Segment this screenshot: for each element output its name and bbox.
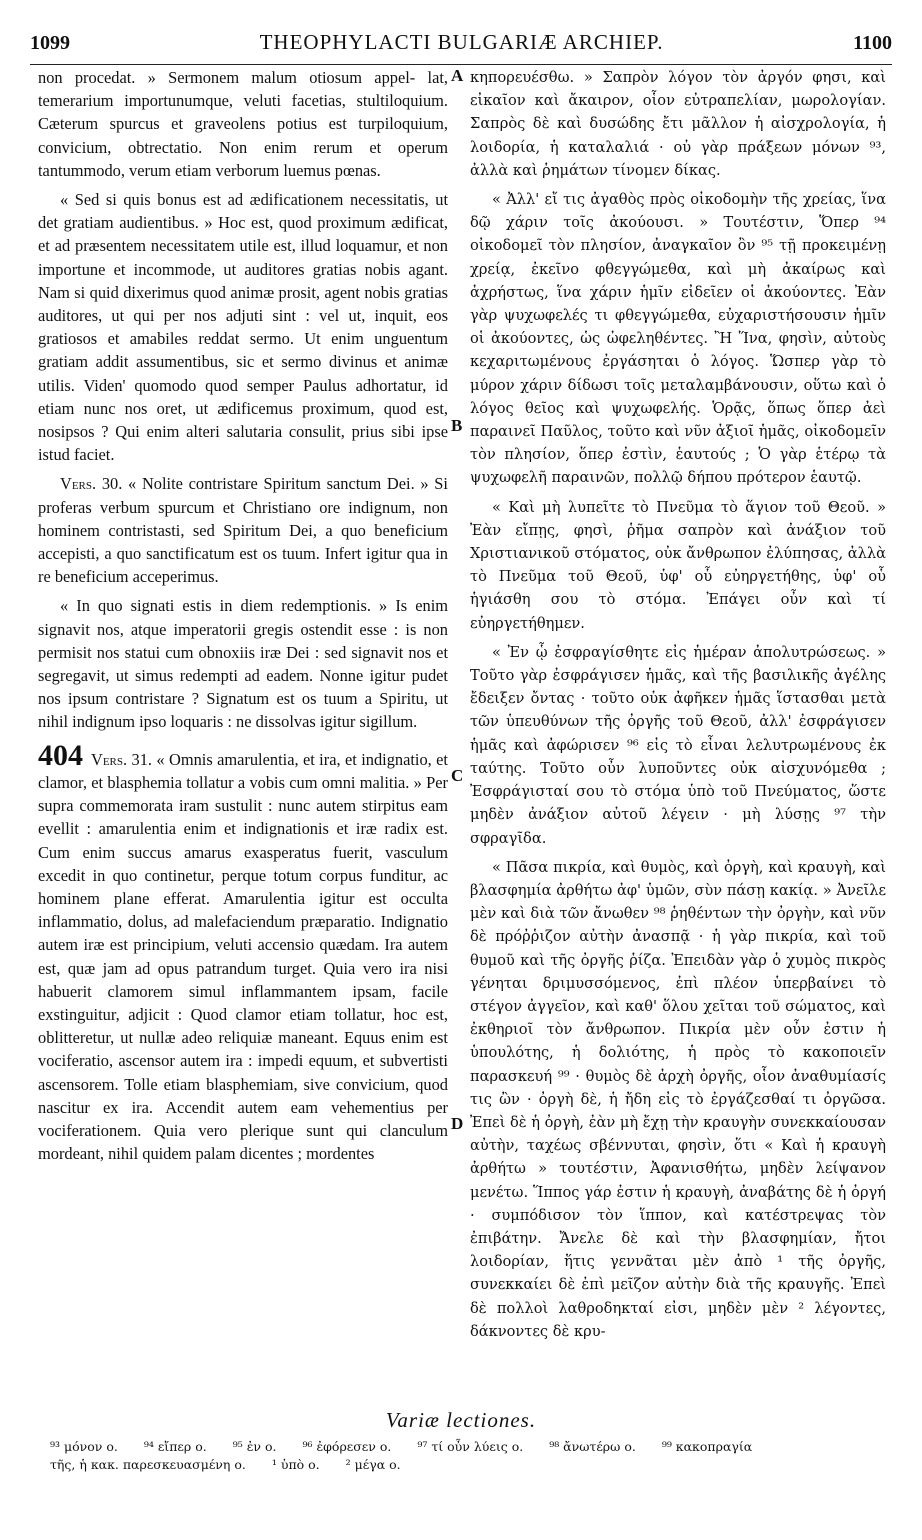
margin-letter-c: C — [451, 766, 464, 785]
latin-paragraph-4: « In quo signati estis in diem redemptionis. » Is enim signavit nos, atque imperatorii gregis ostendit esse : is non permisit nos statui cum obnoxiis iræ Dei : sed signavit nos et segregavit, ut simus redempti ad eadem. Nonne igitur pudet nos ipsum contristare ? Signatum est os tuum a Spiritu, ut nihil indignum ipso loquaris : ne dissolvas igitur sigillum. — [38, 596, 448, 732]
column-number-404: 404 — [38, 738, 83, 772]
footnote-93: ⁹³ μόνον ο. — [50, 1439, 118, 1454]
footnote-94: ⁹⁴ εἴπερ ο. — [143, 1439, 207, 1454]
footnote-99-cont: τῆς, ἡ κακ. παρεσκευασμένη ο. — [50, 1457, 246, 1472]
latin-paragraph-1: non procedat. » Sermonem malum otiosum appel- lat, temerarium importunumque, veluti facetias, stultiloquium. Cæterum spurcus et graveolens potius est turpiloquium, convicium, obtrectatio. Non enim rerum et operum tantummodo, verum etiam verborum luemus pœnas. — [38, 68, 448, 180]
latin-paragraph-5-text: « Omnis amarulentia, et ira, et indignatio, et clamor, et blasphemia tollatur a vobis cum omni malitia. » Per supra commemorata iram sustulit : nunc autem stirpitus eam evellit : amarulentia enim et indignationis et iræ radix est. Cum enim succus amarus exasperatus fuerit, vasculum excedit in quo continetur, perque totum corpus funditur, ac hominem plane efferat. Amarulentia igitur est occulta inflammatio, dolus, ad malefaciendum præparatio. Indignatio autem iræ est principium, veluti accensio quædam. Ira autem est, quæ jam ad opus patrandum turget. Quia vero ira nisi habuerit clamorem simul inflammantem ipsam, facile exstinguitur, adjicit : Quod clamor etiam tollatur, hoc est, oblitteretur, ut nullæ adeo reliquiæ maneant. Equus enim est vociferatio, ascensor autem ira : impedi equum, et subvertisti ascensorem. Tolle etiam blasphemiam, sive convicium, quod nascitur ex ira. Accendit autem eam vehementius per vociferationem. Quia vero plerique sunt qui clanculum mordeant, nihil quidem palam dicentes ; mordentes — [38, 749, 448, 1164]
footnote-97: ⁹⁷ τί οὖν λύεις ο. — [417, 1439, 524, 1454]
footnotes — [50, 1438, 890, 1474]
running-header — [30, 30, 892, 65]
margin-letter-b: B — [451, 416, 463, 435]
footnote-99: ⁹⁹ κακοπραγία — [661, 1439, 753, 1454]
greek-column — [470, 66, 886, 1349]
variae-lectiones-text: Variæ lectiones. — [385, 1408, 537, 1432]
greek-paragraph-5: « Πᾶσα πικρία, καὶ θυμὸς, καὶ ὀργὴ, καὶ κραυγὴ, καὶ βλασφημία ἀρθήτω ἀφ' ὑμῶν, σὺν πάσῃ κακίᾳ. » Ἀνεῖλε μὲν καὶ διὰ τῶν ἄνωθεν ⁹⁸ ῥηθέντων τὴν ὀργὴν, καὶ νῦν δὲ πρόῤῥιζον αὐτὴν ἀνασπᾷ · ἡ γὰρ πικρία, καὶ τοῦ θυμοῦ καὶ τῆς ὀργῆς ῥίζα. Ἐπειδὰν γὰρ ὁ χυμὸς πικρὸς γένηται δριμυσσόμενος, ἐπὶ πλέον ὑπερβαίνει τὸ στέγον ἀγγεῖον, καὶ καθ' ὅλου χεῖται τοῦ σώματος, καὶ ἐκθηριοῖ τὸν ἄνθρωπον. Πικρία μὲν οὖν ἐστιν ἡ ὑπουλότης, ἡ δολιότης, ἡ πρὸς τὸ κακοποιεῖν παρασκευή ⁹⁹ · θυμὸς δὲ ἀρχὴ ὀργῆς, οἷον ἀναθυμίασίς τις ὢν · ὀργὴ δὲ, ἡ ἤδη εἰς τὸ ἐργάζεσθαί τι ὀργῶσα. Ἐπεὶ δὲ ἡ ὀργὴ, ἐὰν μὴ ἔχῃ τὴν κραυγὴν συνεκκαίουσαν αὐτὴν, ταχέως σβέννυται, φησὶν, ὅτι « Καὶ ἡ κραυγὴ ἀρθήτω » τουτέστιν, Ἀφανισθήτω, μηδὲν λείψανον μενέτω. Ἵππος γάρ ἐστιν ἡ κραυγὴ, ἀναβάτης δὲ ἡ ὀργή · συμπόδισον τὸν ἵππον, καὶ κατέστρεψας τὸν ἐπιβάτην. Ἄνελε δὲ καὶ τὴν βλασφημίαν, ἤτοι λοιδορίαν, ἥτις γεννᾶται μὲν ἀπὸ ¹ τῆς ὀργῆς, συνεκκαίει δὲ ἐπὶ μεῖζον αὐτὴν διὰ τῆς κραυγῆς. Ἐπεὶ δὲ πολλοὶ λαθροδηκταί εἰσι, μηδὲν μὲν ² λέγοντες, δάκνοντες δὲ κρυ- — [470, 858, 886, 1340]
verse-label-31: Vers. 31. — [91, 749, 152, 769]
left-page-number: 1099 — [30, 32, 70, 54]
footnote-98: ⁹⁸ ἄνωτέρω ο. — [549, 1439, 636, 1454]
footnote-1: ¹ ὑπὸ ο. — [271, 1457, 320, 1472]
latin-column — [38, 66, 448, 1171]
latin-paragraph-3 — [38, 472, 448, 588]
footnote-96: ⁹⁶ ἐφόρεσεν ο. — [302, 1439, 392, 1454]
greek-paragraph-1: κηπορευέσθω. » Σαπρὸν λόγον τὸν ἀργόν φησι, καὶ εἰκαῖον καὶ ἄκαιρον, οἷον εὐτραπελίαν, μωρολογίαν. Σαπρὸς δὲ καὶ δυσώδης ἔτι μᾶλλον ἡ αἰσχρολογία, ἡ λοιδορία, ἡ καταλαλιά · οὐ γὰρ πράξεων μόνων ⁹³, ἀλλὰ καὶ ῥημάτων τίνομεν δίκας. — [470, 69, 886, 179]
latin-paragraph-5 — [38, 738, 448, 1166]
greek-paragraph-2: « Ἀλλ' εἴ τις ἀγαθὸς πρὸς οἰκοδομὴν τῆς χρείας, ἵνα δῷ χάριν τοῖς ἀκούουσι. » Τουτέστιν, Ὅπερ ⁹⁴ οἰκοδομεῖ τὸν πλησίον, ἀναγκαῖον ὂν ⁹⁵ τῇ προκειμένῃ χρείᾳ, ἐκεῖνο φθεγγώμεθα, καὶ μὴ ἀκαίρως καὶ ἀχρήστως, ἵνα χάριν ἡμῖν εἰδεῖεν οἱ ἀκούοντες. Ἐὰν γὰρ ψυχωφελές τι φθεγγώμεθα, εὐχαριστήσουσιν ἡμῖν οἱ ἀκούοντες, ὡς ὠφεληθέντες. Ἢ Ἵνα, φησὶν, αὐτοὺς κεχαριτωμένους ἐργάσηται ὁ λόγος. Ὥσπερ γὰρ τὸ μύρον χάριν δίδωσι τοῖς μεταλαμβάνουσιν, οὕτω καὶ ὁ λόγος θεῖος καὶ ψυχωφελής. Ὁρᾷς, ὅπως ὅπερ ἀεὶ παραινεῖ Παῦλος, τοῦτο καὶ νῦν ἀξιοῖ ἡμᾶς, οἰκοδομεῖν τὸν πλησίον, ὅπερ ἐστὶν, ἑαυτούς ; Ὁ γὰρ ἑτέρῳ τὰ ψυχωφελῆ παραινῶν, πολλῷ δήπου πρότερον ἑαυτῷ. — [470, 191, 886, 487]
latin-paragraph-3-text: « Nolite contristare Spiritum sanctum Dei. » Si proferas verbum spurcum et Christiano ore indignum, non hominem contristasti, sed Spiritum Dei, a quo beneficium accepisti, a quo sanctificatum est os tuum. Infert igitur qua in re beneficium acceperimus. — [38, 474, 448, 587]
right-page-number: 1100 — [853, 32, 892, 54]
margin-letter-d: D — [451, 1114, 464, 1133]
footnote-2: ² μέγα ο. — [345, 1457, 401, 1472]
greek-paragraph-3: « Καὶ μὴ λυπεῖτε τὸ Πνεῦμα τὸ ἅγιον τοῦ Θεοῦ. » Ἐὰν εἴπῃς, φησὶ, ῥῆμα σαπρὸν καὶ ἀνάξιον τοῦ Χριστιανικοῦ στόματος, οὐκ ἄνθρωπον ἐλύπησας, ἀλλὰ τὸ Πνεῦμα τοῦ Θεοῦ, ὑφ' οὗ εὐηργετήθης, ὑφ' οὗ ἡγιάσθη σου τὸ στόμα. Ἐπάγει οὖν καὶ τί εὐηργετήθημεν. — [470, 498, 886, 632]
variae-lectiones-heading — [0, 1408, 922, 1433]
latin-paragraph-2: « Sed si quis bonus est ad ædificationem necessitatis, ut det gratiam audientibus. » Hoc est, quod proximum ædificat, et ad præsentem necessitatem utile est, illud loquamur, et non importune et incommode, ut auditores gratias nobis agant. Nam si quid dixerimus quod animæ prosit, agent nobis gratias auditores, ut qui per nos adjuti sint : vel ut, inquit, eos gratiosos et amabiles reddat sermo. Ut enim unguentum gratiam addit assumentibus, sic et sermo divinus et animæ utilis. Viden' quomodo quod semper Paulus adhortatur, id etiam nunc nos oret, ut ædificemus proximum, quod est, nosipsos ? Qui enim alteri salutaria consulit, prius sibi ipse istud faciet. — [38, 190, 448, 465]
verse-label-30: Vers. 30. — [60, 474, 123, 494]
running-title: THEOPHYLACTI BULGARIÆ ARCHIEP. — [259, 30, 664, 54]
margin-letter-a: A — [451, 66, 464, 85]
greek-paragraph-4: « Ἐν ᾧ ἐσφραγίσθητε εἰς ἡμέραν ἀπολυτρώσεως. » Τοῦτο γὰρ ἐσφράγισεν ἡμᾶς, καὶ τῆς βασιλικῆς ἀγέλης ἔδειξεν ὄντας · τοῦτο οὐκ ἀφῆκεν ἡμᾶς ἵστασθαι μετὰ τῶν ὑπευθύνων τῆς ὀργῆς τοῦ Θεοῦ, ἀλλ' ἐσφράγισεν ἡμᾶς καὶ ἀφώρισεν ⁹⁶ εἰς τὸ εἶναι λελυτρωμένους ἐκ ταύτης. Τοῦτο οὖν λυποῦντες οὐκ αἰσχυνόμεθα ; Ἐσφράγισταί σου τὸ στόμα ὑπὸ τοῦ Πνεύματος, ὥστε μηδὲν ἀνάξιον αὐτοῦ λέγειν · μὴ λύσῃς ⁹⁷ τὴν σφραγῖδα. — [470, 643, 886, 847]
footnote-95: ⁹⁵ ἐν ο. — [232, 1439, 277, 1454]
